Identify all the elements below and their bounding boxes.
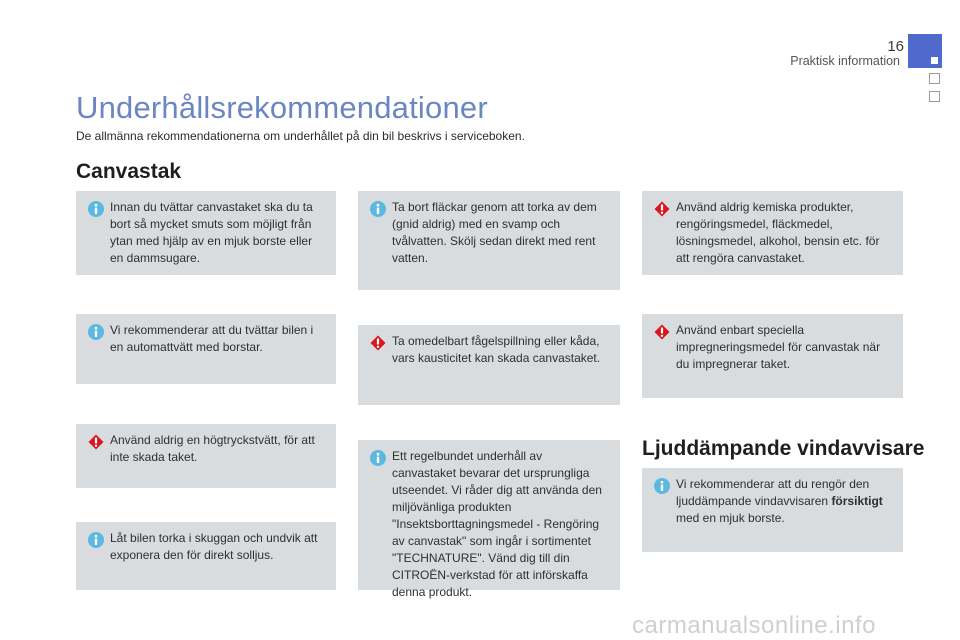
note-text: Använd aldrig kemiska produkter, rengöringsmedel, fläckmedel, lösningsmedel, alkohol, bensin etc. för att rengöra canvastaket. [676,200,880,265]
info-icon [370,201,386,217]
heading-canvastak: Canvastak [76,160,182,183]
note-card [358,191,620,290]
warning-card [642,314,903,398]
warning-card [358,325,620,405]
note-text: Ett regelbundet underhåll av canvastaket bevarar det ursprungliga utseendet. Vi råder dig att använda den miljövänliga produkten "Insektsborttagningsmedel - Rengöring av canvastak" som ingår i sortimentet "TECHNATURE". Vänd dig till din CITROËN-verkstad för att införskaffa denna produkt. [392,449,602,599]
note-card [642,468,903,552]
info-icon [654,478,670,494]
watermark: carmanualsonline.info [632,612,876,639]
note-card [358,440,620,599]
info-icon [88,532,104,548]
section-tab[interactable] [929,91,940,102]
section-tab[interactable] [929,73,940,84]
warning-icon [654,324,670,340]
note-card [76,522,336,590]
warning-card [76,424,336,488]
note-text: Ta bort fläckar genom att torka av dem (gnid aldrig) med en svamp och tvålvatten. Skölj sedan direkt med rent vatten. [392,200,597,265]
note-text: Ta omedelbart fågelspillning eller kåda, vars kausticitet kan skada canvastaket. [392,334,601,365]
warning-icon [654,201,670,217]
note-text: Använd enbart speciella impregneringsmedel för canvastak när du impregnerar taket. [676,323,881,371]
section-title: Praktisk information [790,54,900,68]
section-tab-active[interactable] [908,34,942,68]
emphasis: försiktigt [831,494,883,508]
warning-icon [370,335,386,351]
note-text: Använd aldrig en högtryckstvätt, för att inte skada taket. [110,433,315,464]
note-text: Vi rekommenderar att du tvättar bilen i en automattvätt med borstar. [110,323,314,354]
intro-text: De allmänna rekommendationerna om underhållet på din bil beskrivs i serviceboken. [76,129,525,143]
note-card [76,191,336,275]
info-icon [88,201,104,217]
page-number: 16 [887,38,904,55]
note-text: Låt bilen torka i skuggan och undvik att exponera den för direkt solljus. [110,531,318,562]
note-text: Innan du tvättar canvastaket ska du ta bort så mycket smuts som möjligt från ytan med hjälp av en mjuk borste eller en dammsugare. [110,200,313,265]
warning-icon [88,434,104,450]
note-text: Vi rekommenderar att du rengör den ljuddämpande vindavvisaren försiktigt med en mjuk borste. [676,477,883,525]
note-card [76,314,336,384]
page-title: Underhållsrekommendationer [76,90,488,125]
heading-vindavvisare: Ljuddämpande vindavvisare [642,437,925,460]
warning-card [642,191,903,275]
info-icon [88,324,104,340]
info-icon [370,450,386,466]
